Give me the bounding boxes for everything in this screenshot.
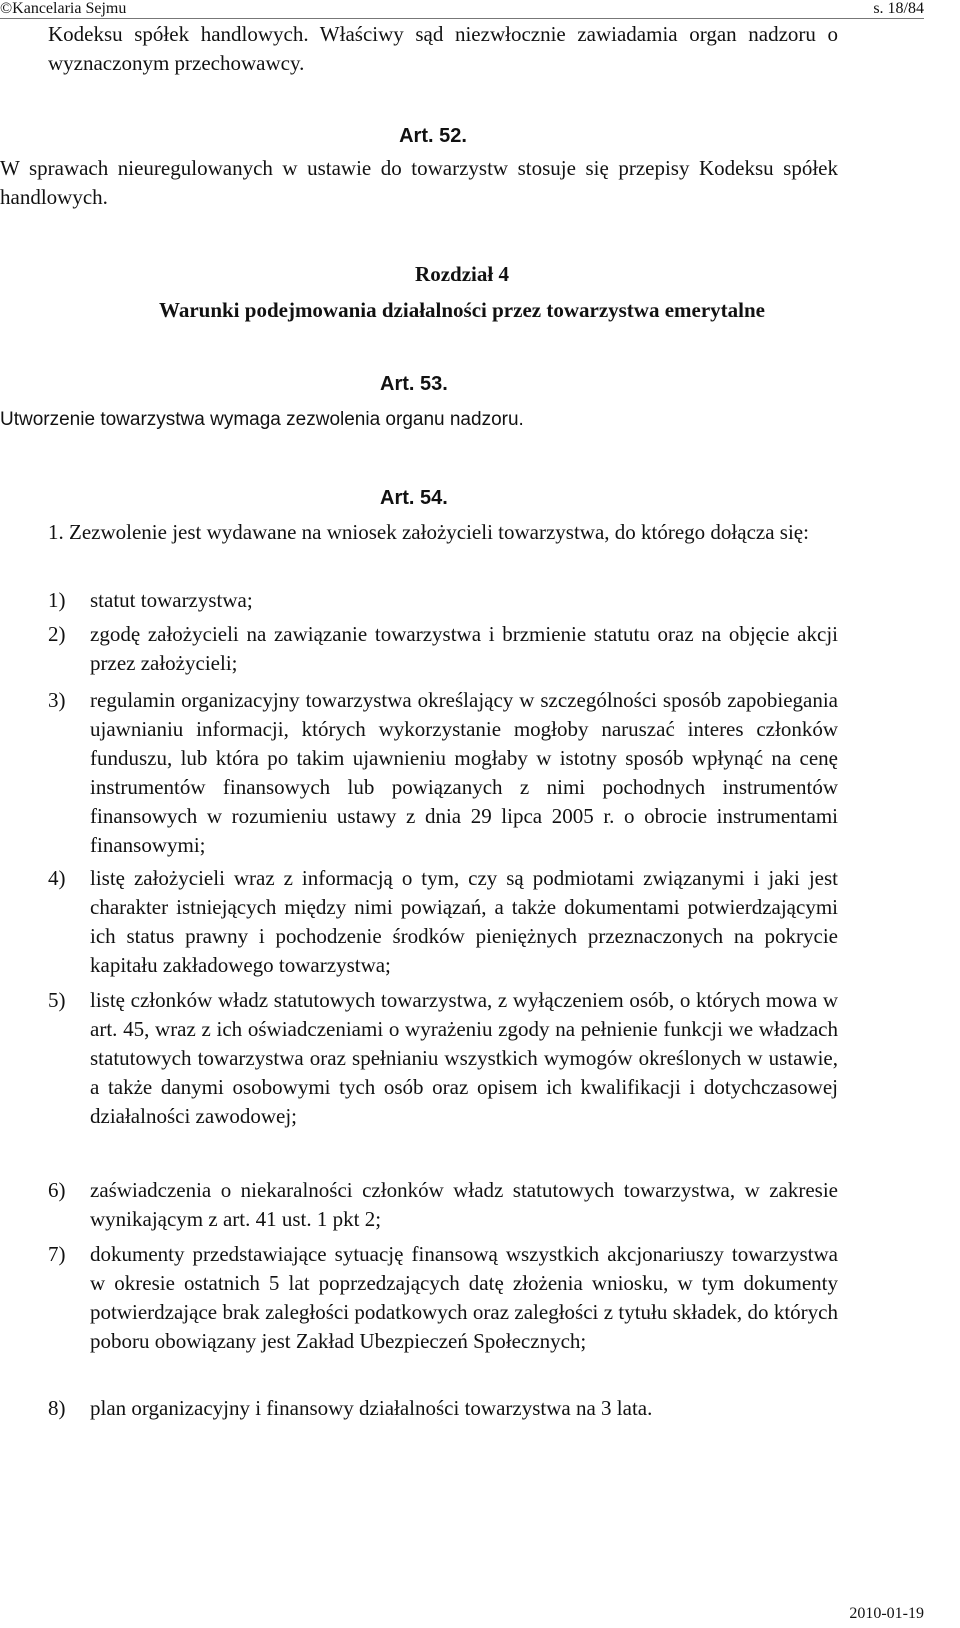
header-page-number: s. 18/84 [873, 0, 924, 17]
list-item-number: 7) [48, 1242, 66, 1266]
list-item-text: statut towarzystwa; [90, 588, 253, 612]
list-item [48, 620, 838, 678]
list-item-number: 5) [48, 988, 66, 1012]
list-item-text: zgodę założycieli na zawiązanie towarzystwa i brzmienie statutu oraz na objęcie akcji przez założycieli; [90, 622, 838, 675]
art-52-text: W sprawach nieuregulowanych w ustawie do towarzystw stosuje się przepisy Kodeksu spółek handlowych. [0, 156, 838, 209]
art-54-title: Art. 54. [380, 487, 448, 509]
list-item [48, 1176, 838, 1234]
list-item-text: listę członków władz statutowych towarzystwa, z wyłączeniem osób, o których mowa w art. 45, wraz z ich oświadczeniami o wyrażeniu zgody na pełnienie funkcji we władzach statutowych towarzystwa oraz spełnianiu wszystkich wymogów określonych w ustawie, a także danymi osobowymi tych osób oraz opisem ich kwalifikacji i dotychczasowej działalności zawodowej; [90, 988, 838, 1128]
header-source: ©Kancelaria Sejmu [0, 0, 127, 17]
art-53-title: Art. 53. [380, 373, 448, 395]
list-item [48, 686, 838, 860]
footer-date: 2010-01-19 [849, 1605, 924, 1622]
art-53-text: Utworzenie towarzystwa wymaga zezwolenia organu nadzoru. [0, 409, 524, 430]
chapter-number: Rozdział 4 [415, 262, 509, 286]
list-item-text: regulamin organizacyjny towarzystwa określający w szczególności sposób zapobiegania ujawnianiu informacji, których wykorzystanie mogłoby naruszać interes członków funduszu, lub która po takim ujawnieniu mogłaby w istotny sposób wpłynąć na cenę instrumentów finansowych lub powiązanych z nimi pochodnych instrumentów finansowych w rozumieniu ustawy z dnia 29 lipca 2005 r. o obrocie instrumentami finansowymi; [90, 688, 838, 857]
art-52-title: Art. 52. [399, 125, 467, 147]
list-item [48, 1240, 838, 1356]
list-item-number: 3) [48, 688, 66, 712]
list-item-text: dokumenty przedstawiające sytuację finansową wszystkich akcjonariuszy towarzystwa w okresie ostatnich 5 lat poprzedzających datę złożenia wniosku, w tym dokumenty potwierdzające brak zaległości podatkowych oraz zaległości z tytułu składek, do których poboru obowiązany jest Zakład Ubezpieczeń Społecznych; [90, 1242, 838, 1353]
list-item-number: 6) [48, 1178, 66, 1202]
list-item-text: listę założycieli wraz z informacją o tym, czy są podmiotami związanymi i jaki jest charakter istniejących między nimi powiązań, a także dokumentami potwierdzającymi ich status prawny i pochodzenie środków pieniężnych przeznaczonych na pokrycie kapitału zakładowego towarzystwa; [90, 866, 838, 977]
intro-paragraph: Kodeksu spółek handlowych. Właściwy sąd niezwłocznie zawiadamia organ nadzoru o wyznaczonym przechowawcy. [48, 22, 838, 75]
list-item [48, 586, 838, 615]
chapter-title: Warunki podejmowania działalności przez towarzystwa emerytalne [158, 298, 766, 322]
list-item-text: zaświadczenia o niekaralności członków władz statutowych towarzystwa, w zakresie wynikającym z art. 41 ust. 1 pkt 2; [90, 1178, 838, 1231]
art-54-paragraph-1: 1. Zezwolenie jest wydawane na wniosek założycieli towarzystwa, do którego dołącza się: [48, 520, 809, 544]
list-item-text: plan organizacyjny i finansowy działalności towarzystwa na 3 lata. [90, 1396, 653, 1420]
list-item [48, 1394, 838, 1423]
list-item-number: 8) [48, 1396, 66, 1420]
list-item-number: 2) [48, 622, 66, 646]
header-rule [0, 18, 924, 19]
list-item-number: 1) [48, 588, 66, 612]
list-item [48, 986, 838, 1131]
list-item [48, 864, 838, 980]
list-item-number: 4) [48, 866, 66, 890]
